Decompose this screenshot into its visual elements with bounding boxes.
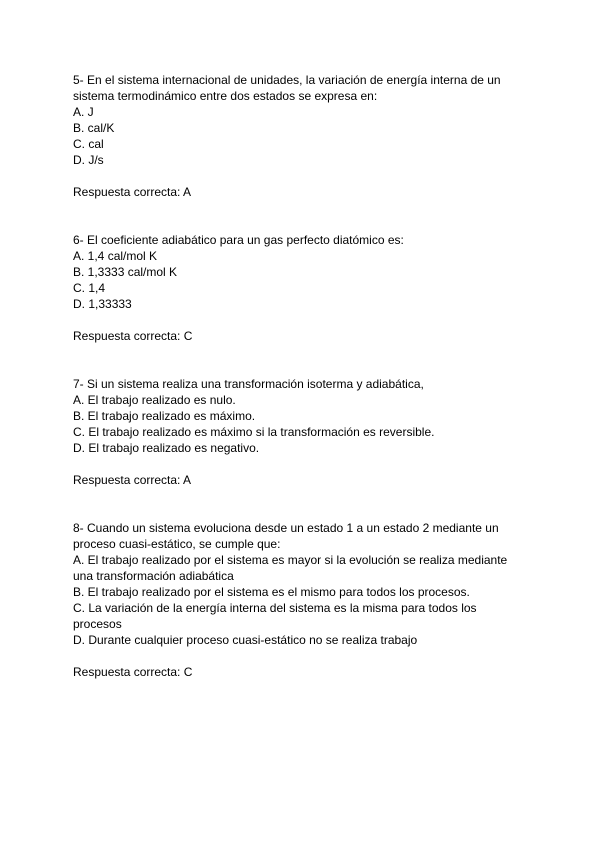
option-c: C. 1,4 bbox=[73, 281, 106, 295]
question-stem-line: proceso cuasi-estático, se cumple que: bbox=[73, 537, 281, 551]
option-a: A. J bbox=[73, 105, 94, 119]
option-b: B. El trabajo realizado es máximo. bbox=[73, 409, 256, 423]
question-stem-line: 5- En el sistema internacional de unidades, la variación de energía interna de un bbox=[73, 73, 501, 87]
option-a-continued: una transformación adiabática bbox=[73, 569, 234, 583]
question-5 bbox=[73, 72, 543, 200]
question-stem-line: 6- El coeficiente adiabático para un gas perfecto diatómico es: bbox=[73, 233, 404, 247]
question-6 bbox=[73, 232, 543, 344]
option-d: D. J/s bbox=[73, 153, 104, 167]
option-b: B. El trabajo realizado por el sistema es el mismo para todos los procesos. bbox=[73, 585, 470, 599]
question-8 bbox=[73, 520, 543, 680]
question-stem-line: 8- Cuando un sistema evoluciona desde un estado 1 a un estado 2 mediante un bbox=[73, 521, 499, 535]
option-a: A. El trabajo realizado por el sistema es mayor si la evolución se realiza mediante bbox=[73, 553, 508, 567]
option-d: D. Durante cualquier proceso cuasi-estático no se realiza trabajo bbox=[73, 633, 418, 647]
correct-answer: Respuesta correcta: A bbox=[73, 473, 192, 487]
option-b: B. 1,3333 cal/mol K bbox=[73, 265, 178, 279]
question-stem-line: sistema termodinámico entre dos estados se expresa en: bbox=[73, 89, 378, 103]
correct-answer: Respuesta correcta: C bbox=[73, 329, 193, 343]
option-c: C. El trabajo realizado es máximo si la transformación es reversible. bbox=[73, 425, 435, 439]
question-7 bbox=[73, 376, 543, 488]
option-d: D. El trabajo realizado es negativo. bbox=[73, 441, 260, 455]
option-b: B. cal/K bbox=[73, 121, 115, 135]
option-a: A. El trabajo realizado es nulo. bbox=[73, 393, 236, 407]
option-d: D. 1,33333 bbox=[73, 297, 132, 311]
option-c-continued: procesos bbox=[73, 617, 122, 631]
question-stem-line: 7- Si un sistema realiza una transformación isoterma y adiabática, bbox=[73, 377, 424, 391]
correct-answer: Respuesta correcta: A bbox=[73, 185, 192, 199]
option-c: C. La variación de la energía interna del sistema es la misma para todos los bbox=[73, 601, 477, 615]
option-a: A. 1,4 cal/mol K bbox=[73, 249, 158, 263]
option-c: C. cal bbox=[73, 137, 104, 151]
correct-answer: Respuesta correcta: C bbox=[73, 665, 193, 679]
